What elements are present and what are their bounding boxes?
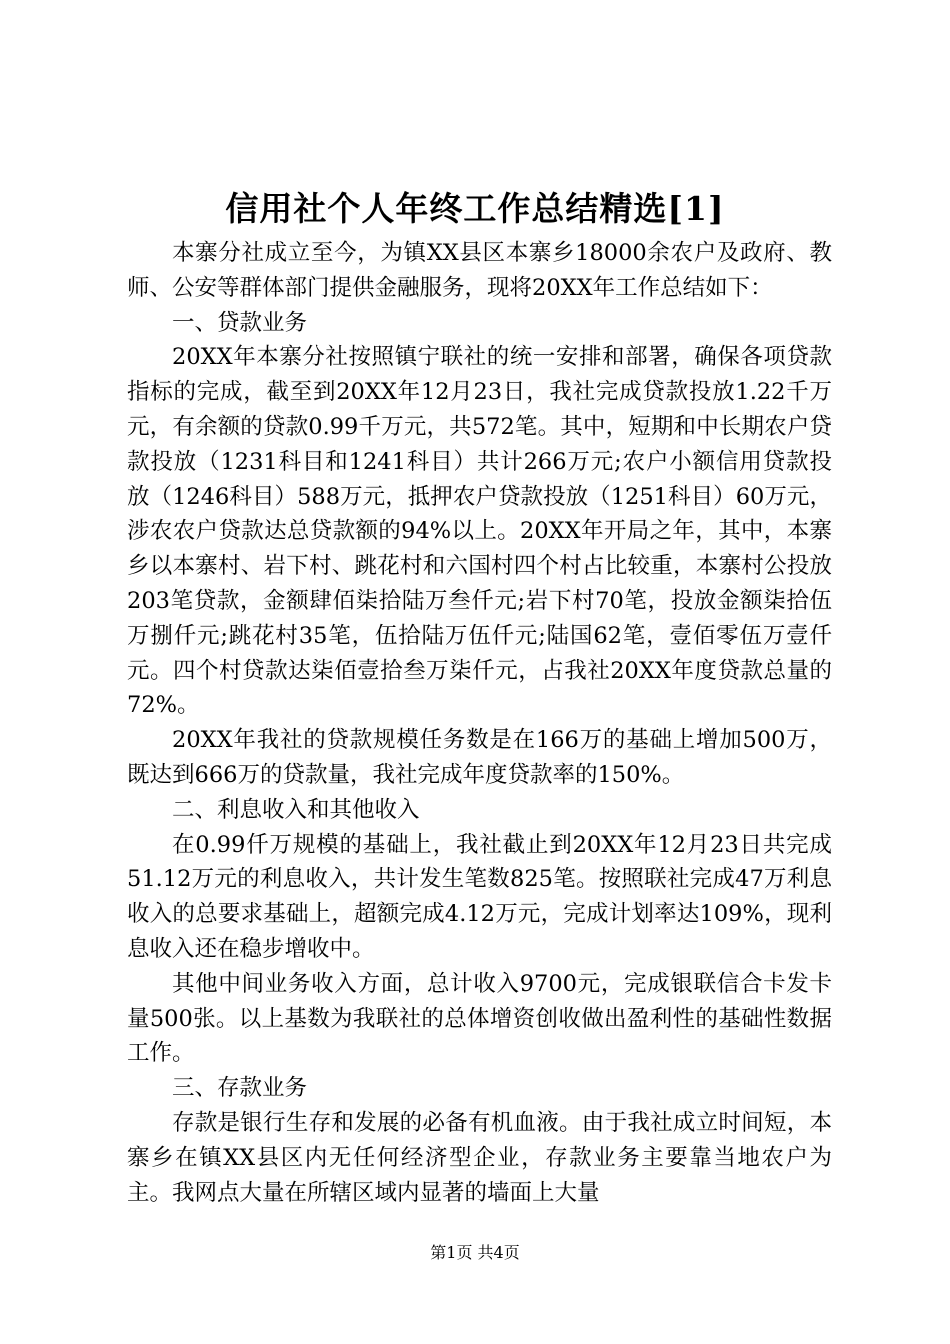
- intro-paragraph: 本寨分社成立至今，为镇XX县区本寨乡18000余农户及政府、教师、公安等群体部门提供金融服务，现将20XX年工作总结如下：: [127, 240, 832, 301]
- section-heading-income: 二、利息收入和其他收入: [172, 796, 420, 823]
- section-heading-loans: 一、贷款业务: [172, 309, 308, 336]
- document-body: [127, 236, 832, 1210]
- section-heading-deposits: 三、存款业务: [172, 1075, 308, 1102]
- other-income-paragraph: 其他中间业务收入方面，总计收入9700元，完成银联信合卡发卡量500张。以上基数为我联社的总体增资创收做出盈利性的基础性数据工作。: [127, 970, 832, 1067]
- document-title: 信用社个人年终工作总结精选[1]: [225, 189, 725, 228]
- deposits-paragraph: 存款是银行生存和发展的必备有机血液。由于我社成立时间短，本寨乡在镇XX县区内无任何经济型企业，存款业务主要靠当地农户为主。我网点大量在所辖区域内显著的墙面上大量: [127, 1109, 832, 1206]
- interest-income-paragraph: 在0.99仟万规模的基础上，我社截止到20XX年12月23日共完成51.12万元的利息收入，共计发生笔数825笔。按照联社完成47万利息收入的总要求基础上，超额完成4.12万元，完成计划率达109%，现利息收入还在稳步增收中。: [127, 831, 832, 962]
- page-number-footer: 第1页 共4页: [430, 1243, 520, 1262]
- loans-paragraph: 20XX年本寨分社按照镇宁联社的统一安排和部署，确保各项贷款指标的完成，截至到20XX年12月23日，我社完成贷款投放1.22千万元，有余额的贷款0.99千万元，共572笔。其中，短期和中长期农户贷款投放（1231科目和1241科目）共计266万元;农户小额信用贷款投放（1246科目）588万元，抵押农户贷款投放（1251科目）60万元，涉农农户贷款达总贷款额的94%以上。20XX年开局之年，其中，本寨乡以本寨村、岩下村、跳花村和六国村四个村占比较重，本寨村公投放203笔贷款，金额肆佰柒拾陆万叁仟元;岩下村70笔，投放金额柒拾伍万捌仟元;跳花村35笔，伍拾陆万伍仟元;陆国62笔，壹佰零伍万壹仟元。四个村贷款达柒佰壹拾叁万柒仟元，占我社20XX年度贷款总量的72%。: [127, 344, 832, 719]
- loan-target-paragraph: 20XX年我社的贷款规模任务数是在166万的基础上增加500万，既达到666万的贷款量，我社完成年度贷款率的150%。: [127, 727, 832, 788]
